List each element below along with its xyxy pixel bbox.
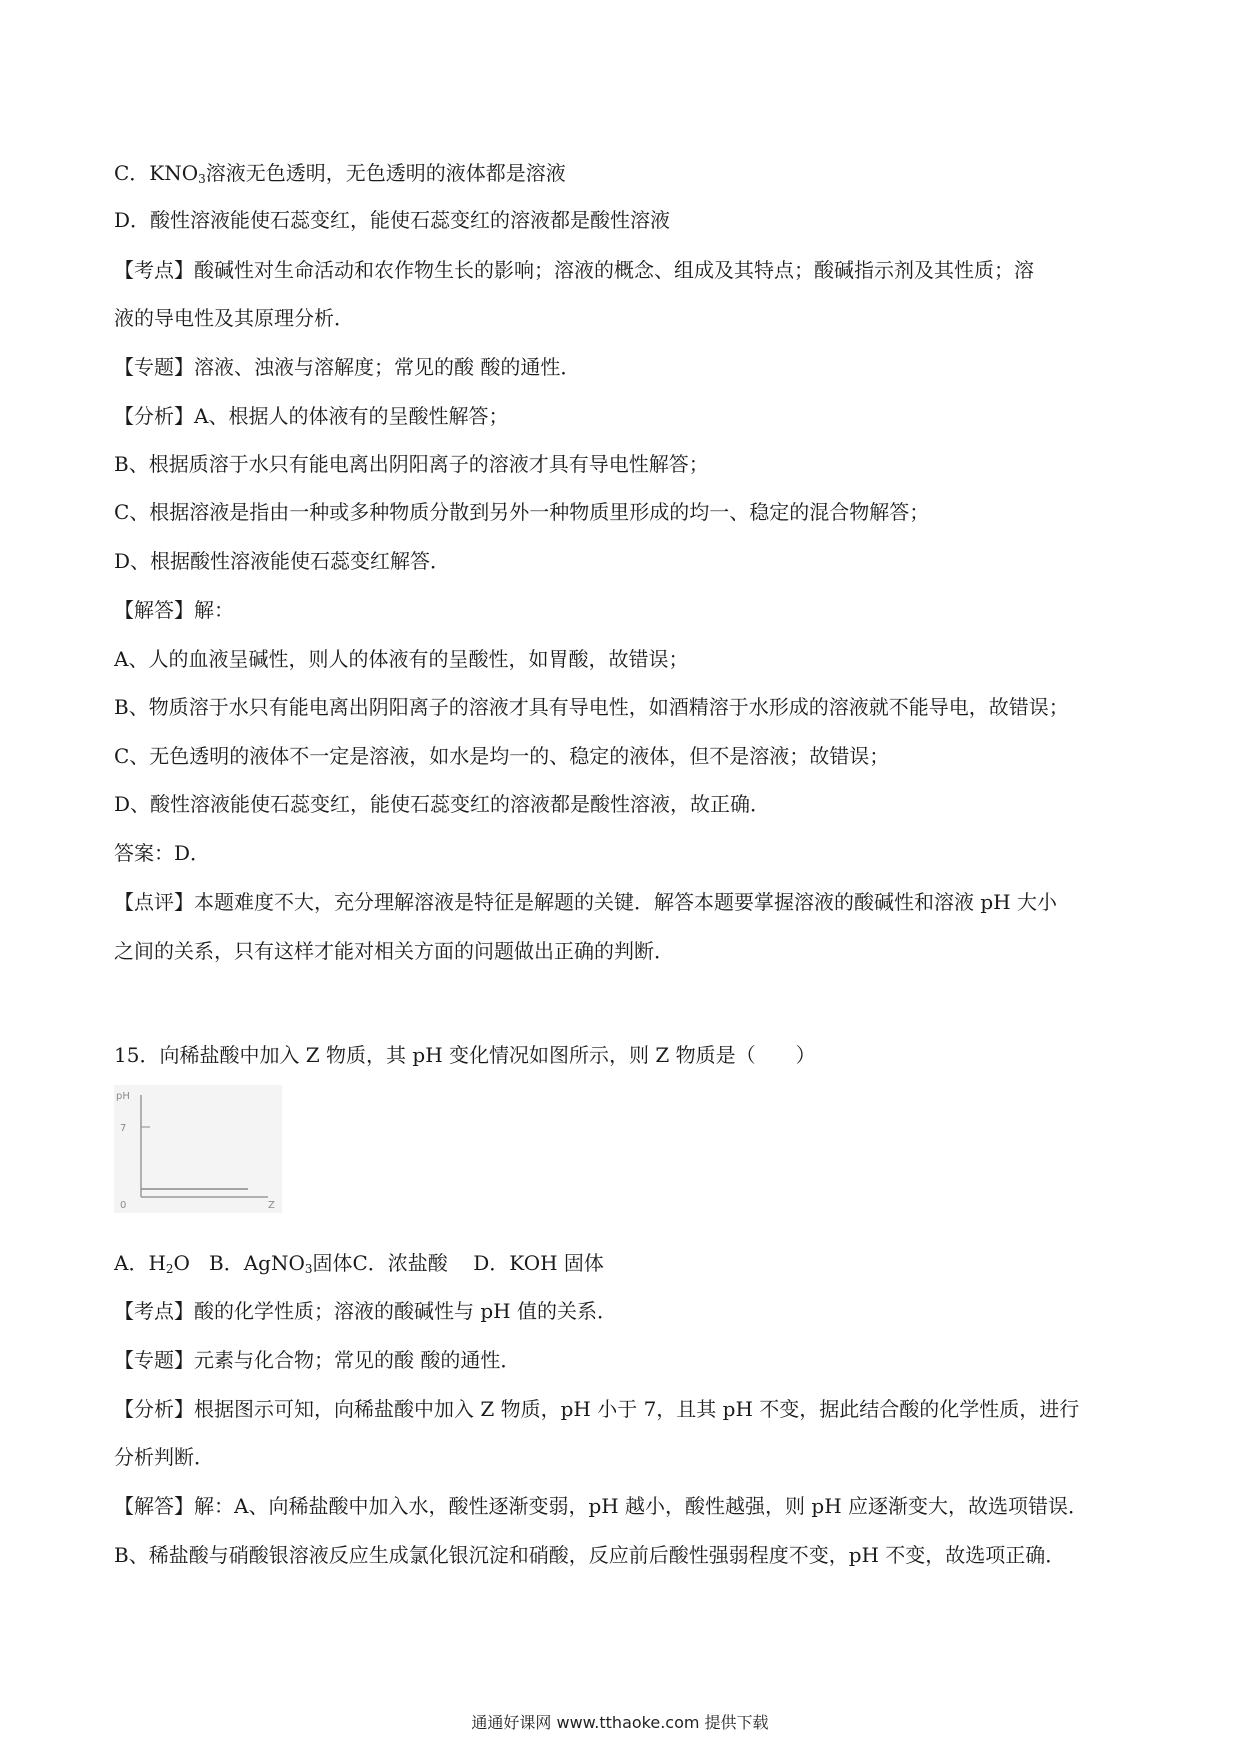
fenxi-c-line: C、根据溶液是指由一种或多种物质分散到另外一种物质里形成的均一、稳定的混合物解答； — [114, 500, 930, 524]
fenxi-q15-line-1: 【分析】根据图示可知，向稀盐酸中加入 Z 物质，pH 小于 7，且其 pH 不变，据此结合酸的化学性质，进行 — [114, 1397, 1080, 1421]
option-c-sub: 3 — [198, 172, 206, 186]
ph-graph-figure — [114, 1085, 282, 1213]
jieda-c-line: C、无色透明的液体不一定是溶液，如水是均一的、稳定的液体，但不是溶液；故错误； — [114, 744, 890, 768]
option-c-post: 溶液无色透明，无色透明的液体都是溶液 — [205, 161, 566, 185]
graph-ylabel: pH — [116, 1091, 130, 1102]
option-a: A．$H_2O$ — [114, 1251, 190, 1276]
answer-line: 答案：D． — [114, 841, 211, 865]
question-15: 15．向稀盐酸中加入 Z 物质，其 pH 变化情况如图所示，则 Z 物质是（ ） — [114, 1043, 816, 1067]
option-d: D．KOH 固体 — [473, 1251, 604, 1275]
graph-ytick-7: 7 — [120, 1123, 127, 1134]
jieda-line: 【解答】解： — [114, 598, 234, 622]
jieda-q15-b-line: B、稀盐酸与硝酸银溶液反应生成氯化银沉淀和硝酸，反应前后酸性强弱程度不变，pH 不变，故选项正确． — [114, 1543, 1066, 1567]
kaodian-line-1: 【考点】酸碱性对生命活动和农作物生长的影响；溶液的概念、组成及其特点；酸碱指示剂及其性质；溶 — [114, 258, 1034, 282]
options-q15 — [114, 1250, 1140, 1276]
kaodian-q15-line: 【考点】酸的化学性质；溶液的酸碱性与 pH 值的关系． — [114, 1299, 617, 1323]
zhuanti-line: 【专题】溶液、浊液与溶解度；常见的酸 酸的通性． — [114, 355, 581, 379]
footer-credit: 通通好课网 www.tthaoke.com 提供下载 — [471, 1713, 769, 1732]
fenxi-a-line: 【分析】A、根据人的体液有的呈酸性解答； — [114, 404, 509, 428]
option-d-line: D．酸性溶液能使石蕊变红，能使石蕊变红的溶液都是酸性溶液 — [114, 208, 671, 232]
ph-graph — [114, 1085, 282, 1213]
jieda-a-line: A、人的血液呈碱性，则人的体液有的呈酸性，如胃酸，故错误； — [114, 647, 689, 671]
kaodian-line-2: 液的导电性及其原理分析． — [114, 306, 354, 330]
graph-xlabel: Z — [268, 1200, 275, 1211]
fenxi-b-line: B、根据质溶于水只有能电离出阴阳离子的溶液才具有导电性解答； — [114, 452, 709, 476]
jieda-b-line: B、物质溶于水只有能电离出阴阳离子的溶液才具有导电性，如酒精溶于水形成的溶液就不能导电，故错误； — [114, 695, 1069, 719]
option-b: B．AgNO$_3$固体 — [209, 1251, 353, 1276]
option-c-line — [114, 160, 1140, 186]
dianping-line-2: 之间的关系，只有这样才能对相关方面的问题做出正确的判断． — [114, 939, 674, 963]
dianping-line-1: 【点评】本题难度不大，充分理解溶液是特征是解题的关键．解答本题要掌握溶液的酸碱性和溶液 pH 大小 — [114, 890, 1057, 914]
zhuanti-q15-line: 【专题】元素与化合物；常见的酸 酸的通性． — [114, 1348, 521, 1372]
option-c-pre: C．KNO — [114, 161, 199, 185]
graph-origin: 0 — [120, 1200, 127, 1211]
fenxi-q15-line-2: 分析判断． — [114, 1445, 214, 1469]
jieda-q15-a-line: 【解答】解：A、向稀盐酸中加入水，酸性逐渐变弱，pH 越小，酸性越强，则 pH 应逐渐变大，故选项错误． — [114, 1494, 1089, 1518]
jieda-d-line: D、酸性溶液能使石蕊变红，能使石蕊变红的溶液都是酸性溶液，故正确． — [114, 792, 771, 816]
option-c: C．浓盐酸 — [352, 1251, 448, 1275]
fenxi-d-line: D、根据酸性溶液能使石蕊变红解答． — [114, 549, 451, 573]
